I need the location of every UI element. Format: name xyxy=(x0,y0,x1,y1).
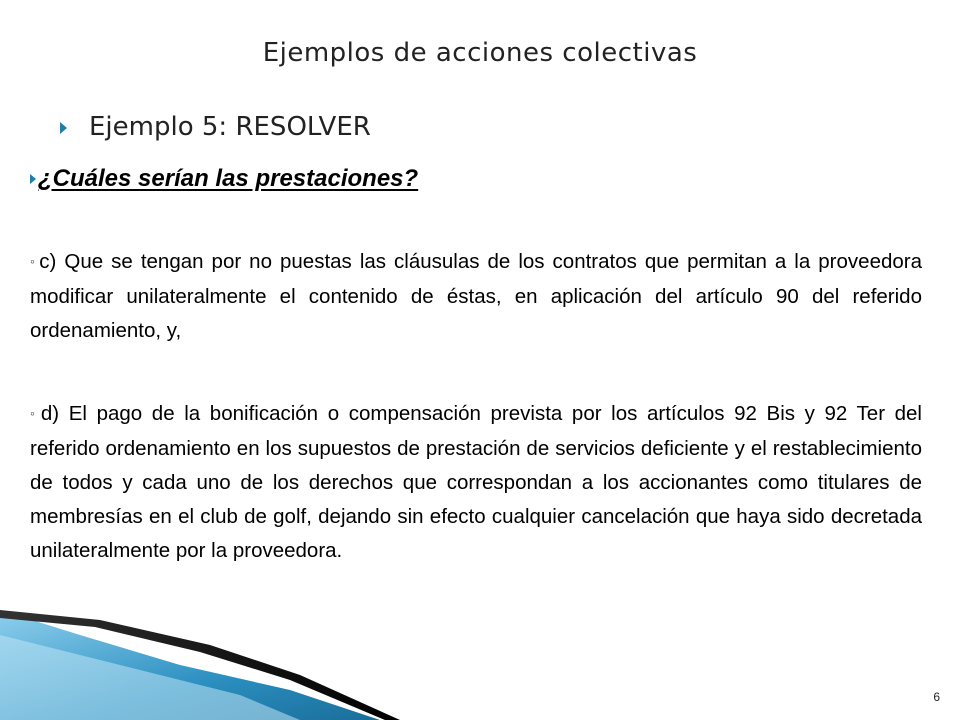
bullet-level2-text: ¿Cuáles serían las prestaciones? xyxy=(38,165,419,192)
paragraph-c xyxy=(30,245,922,348)
paragraph-c-text: c) Que se tengan por no puestas las cláusulas de los contratos que permitan a la proveedora modificar unilateralmente el contenido de éstas, en aplicación del artículo 90 del referido ordenamiento, y, xyxy=(30,250,922,342)
bullet-level1 xyxy=(60,112,371,142)
swoosh-light-band xyxy=(0,635,300,720)
triangle-bullet-icon xyxy=(60,122,67,134)
decorative-swoosh xyxy=(0,580,960,720)
page-number: 6 xyxy=(933,690,940,704)
triangle-bullet-icon xyxy=(30,174,36,184)
paragraph-d-text: d) El pago de la bonificación o compensación prevista por los artículos 92 Bis y 92 Ter del referido ordenamiento en los supuestos de prestación de servicios deficiente y el restablecimiento de todos y cada uno de los derechos que correspondan a los accionantes como titulares de membresías en el club de golf, dejando sin efecto cualquier cancelación que haya sido decretada unilateralmente por la proveedora. xyxy=(30,402,922,562)
bullet-level1-text: Ejemplo 5: RESOLVER xyxy=(89,112,371,142)
paragraph-d xyxy=(30,397,922,568)
bullet-level2 xyxy=(30,165,418,193)
circle-bullet-icon: ◦ xyxy=(30,405,39,421)
circle-bullet-icon: ◦ xyxy=(30,253,38,269)
slide-title: Ejemplos de acciones colectivas xyxy=(262,38,698,68)
